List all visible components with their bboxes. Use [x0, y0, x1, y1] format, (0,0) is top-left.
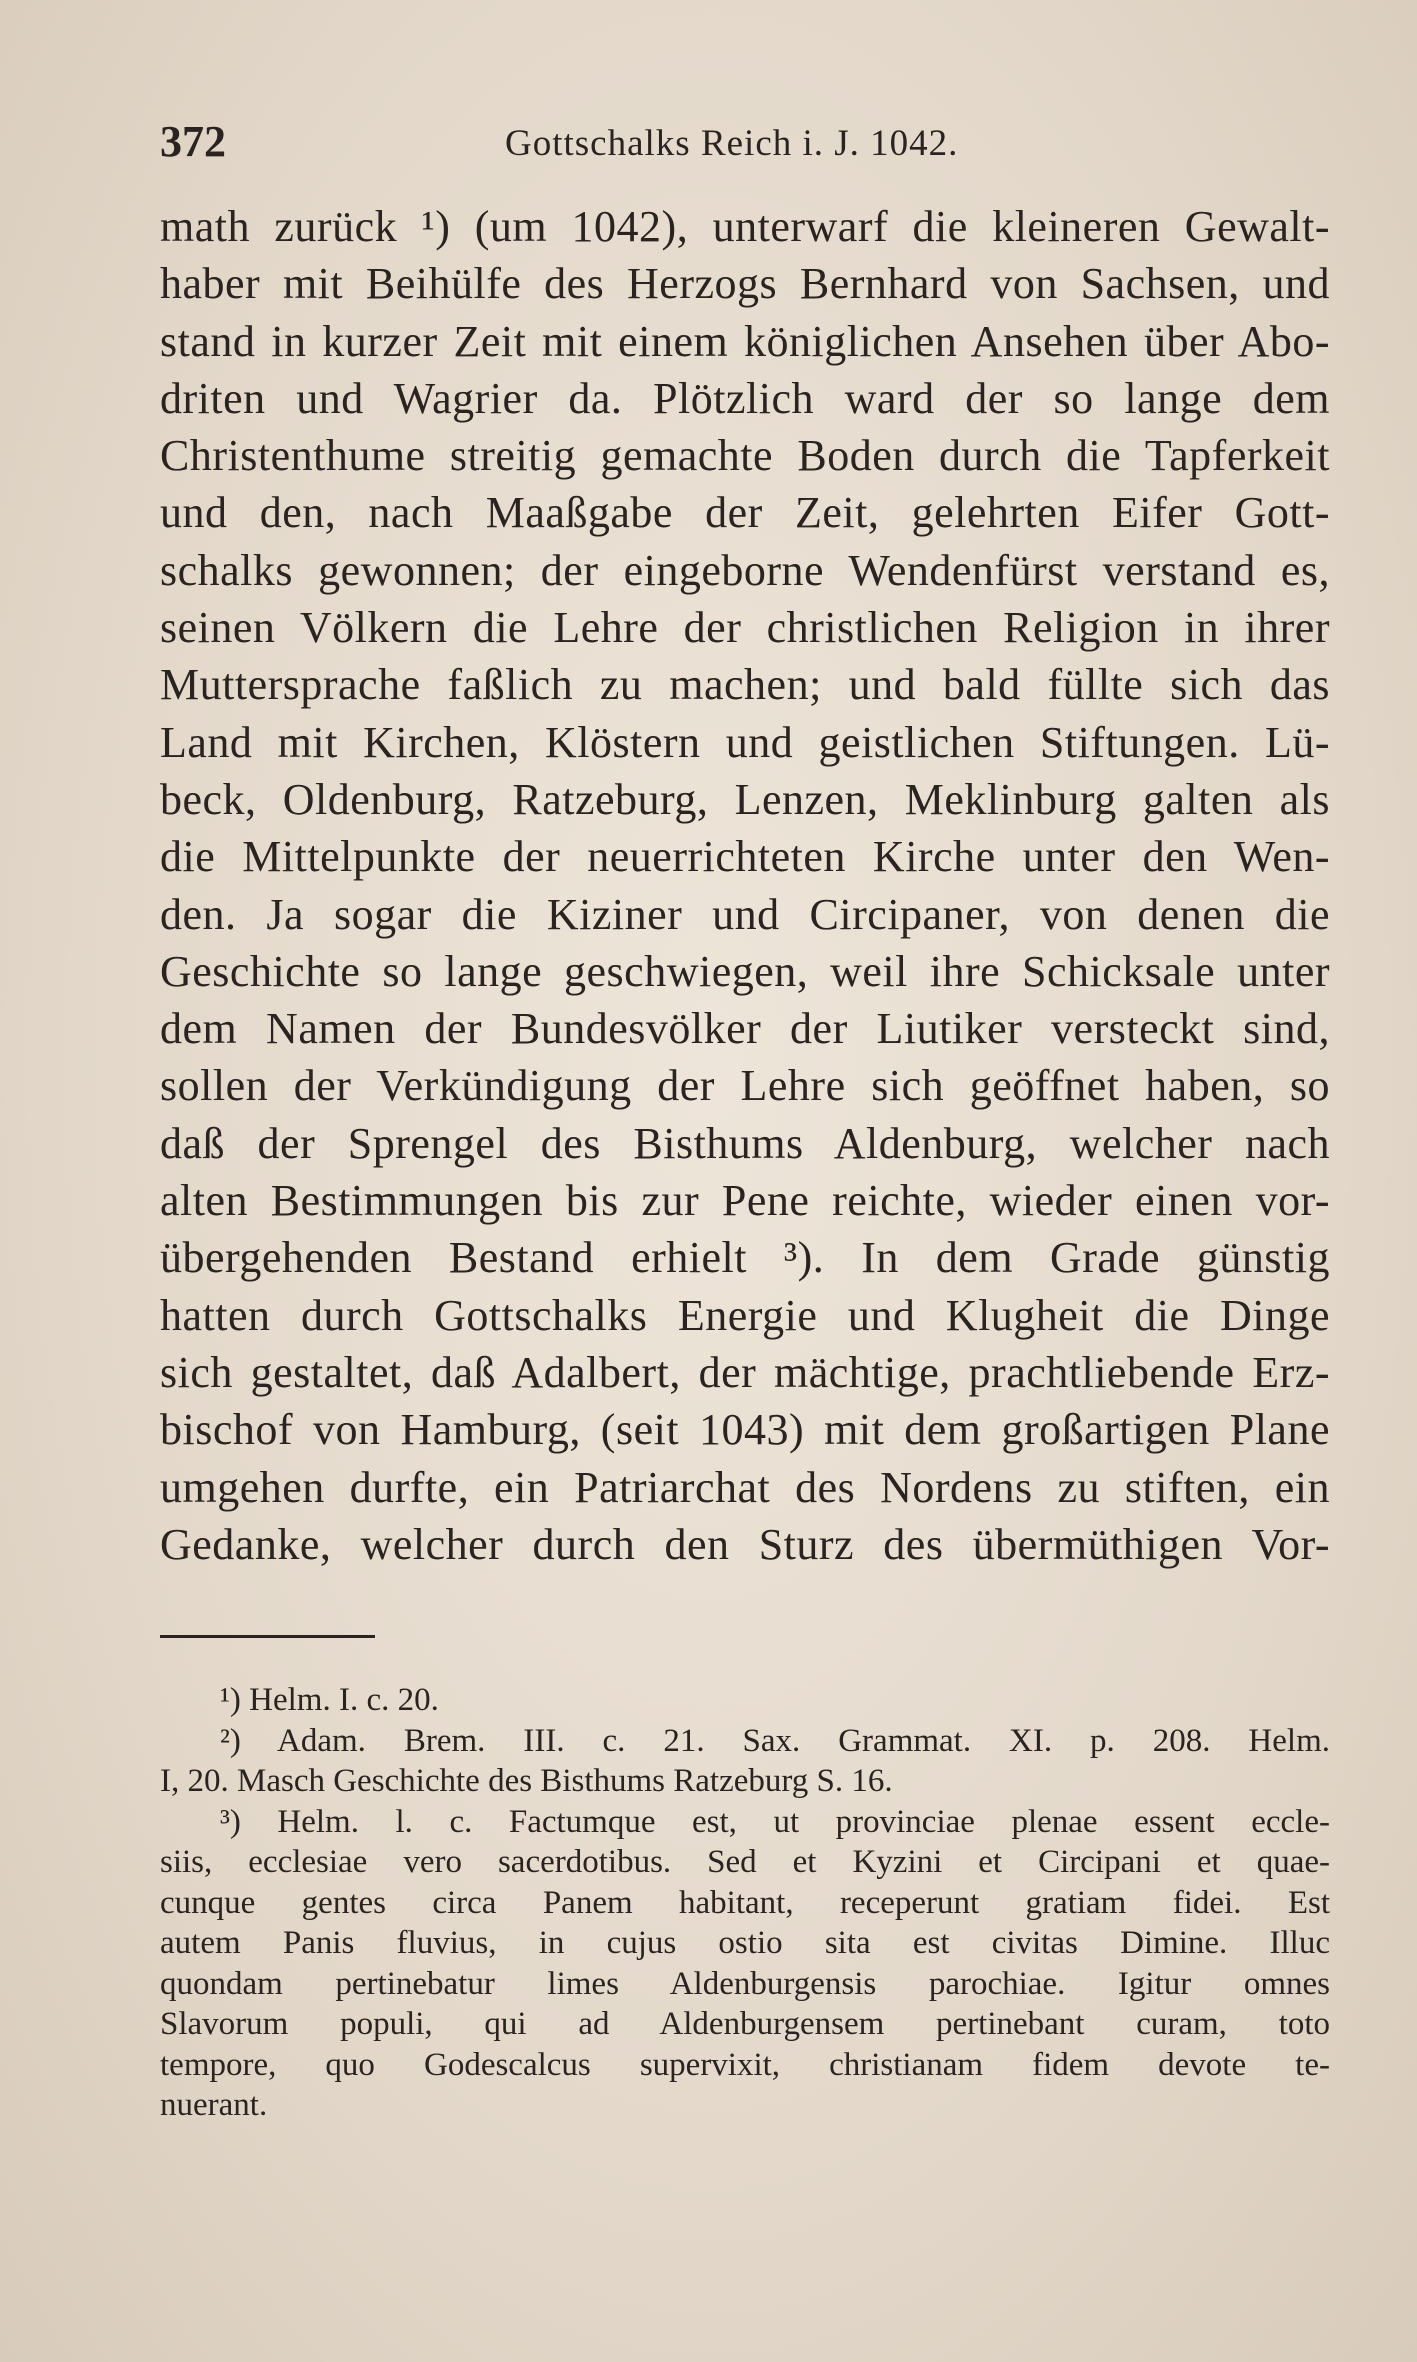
footnote-3-line: autem Panis fluvius, in cujus ostio sita est civitas Dimine. Illuc: [160, 1925, 1330, 1961]
footnote-divider: [160, 1635, 375, 1638]
text-line: stand in kurzer Zeit mit einem königlichen Ansehen über Abo-: [160, 316, 1330, 366]
text-line: hatten durch Gottschalks Energie und Klugheit die Dinge: [160, 1290, 1330, 1340]
text-line: umgehen durfte, ein Patriarchat des Nordens zu stiften, ein: [160, 1462, 1330, 1512]
text-line: seinen Völkern die Lehre der christlichen Religion in ihrer: [160, 603, 1330, 653]
text-line: sich gestaltet, daß Adalbert, der mächtige, prachtliebende Erz-: [160, 1347, 1330, 1397]
text-line: Muttersprache faßlich zu machen; und bald füllte sich das: [160, 660, 1330, 710]
page-number: 372: [160, 117, 226, 166]
main-text: [160, 198, 1330, 1573]
footnote-3-line: siis, ecclesiae vero sacerdotibus. Sed et Kyzini et Circipani et quae-: [160, 1844, 1330, 1880]
footnote-3-line: tempore, quo Godescalcus supervixit, christianam fidem devote te-: [160, 2046, 1330, 2083]
footnote-3: ³) Helm. l. c. Factumque est, ut provinciae plenae essent eccle-: [220, 1803, 1330, 1840]
text-line: und den, nach Maaßgabe der Zeit, gelehrten Eifer Gott-: [160, 488, 1330, 538]
footnote-3-line: quondam pertinebatur limes Aldenburgensis parochiae. Igitur omnes: [160, 1965, 1330, 2002]
footnote-2-continued: I, 20. Masch Geschichte des Bisthums Ratzeburg S. 16.: [160, 1763, 893, 1799]
text-line: Christenthume streitig gemachte Boden durch die Tapferkeit: [160, 431, 1330, 481]
text-line: daß der Sprengel des Bisthums Aldenburg, welcher nach: [160, 1118, 1330, 1168]
footnote-2: ²) Adam. Brem. III. c. 21. Sax. Grammat. XI. p. 208. Helm.: [220, 1722, 1330, 1759]
text-line: bischof von Hamburg, (seit 1043) mit dem großartigen Plane: [160, 1405, 1330, 1455]
text-line: Geschichte so lange geschwiegen, weil ihre Schicksale unter: [160, 946, 1330, 996]
page-header: [160, 108, 1330, 178]
text-line: alten Bestimmungen bis zur Pene reichte, wieder einen vor-: [160, 1176, 1330, 1226]
text-line: schalks gewonnen; der eingeborne Wendenfürst verstand es,: [160, 545, 1330, 595]
footnote-3-line: cunque gentes circa Panem habitant, receperunt gratiam fidei. Est: [160, 1884, 1330, 1921]
text-line: driten und Wagrier da. Plötzlich ward der so lange dem: [160, 373, 1330, 423]
text-line: sollen der Verkündigung der Lehre sich geöffnet haben, so: [160, 1061, 1330, 1111]
text-line: math zurück ¹) (um 1042), unterwarf die kleineren Gewalt-: [160, 202, 1330, 251]
footnote-3-line: nuerant.: [160, 2087, 268, 2123]
footnote-3-line: Slavorum populi, qui ad Aldenburgensem pertinebant curam, toto: [160, 2006, 1330, 2042]
text-line: den. Ja sogar die Kiziner und Circipaner, von denen die: [160, 889, 1330, 939]
text-line: dem Namen der Bundesvölker der Liutiker versteckt sind,: [160, 1004, 1330, 1054]
text-line: beck, Oldenburg, Ratzeburg, Lenzen, Meklinburg galten als: [160, 774, 1330, 824]
running-head: Gottschalks Reich i. J. 1042.: [505, 123, 959, 164]
text-line: Gedanke, welcher durch den Sturz des übermüthigen Vor-: [160, 1519, 1330, 1569]
text-line: haber mit Beihülfe des Herzogs Bernhard von Sachsen, und: [160, 259, 1330, 309]
footnotes: [160, 1680, 1330, 2126]
text-line: übergehenden Bestand erhielt ³). In dem Grade günstig: [160, 1233, 1330, 1283]
text-line: die Mittelpunkte der neuerrichteten Kirche unter den Wen-: [160, 832, 1330, 882]
footnote-1: ¹) Helm. I. c. 20.: [220, 1682, 439, 1718]
text-line: Land mit Kirchen, Klöstern und geistlichen Stiftungen. Lü-: [160, 717, 1330, 767]
